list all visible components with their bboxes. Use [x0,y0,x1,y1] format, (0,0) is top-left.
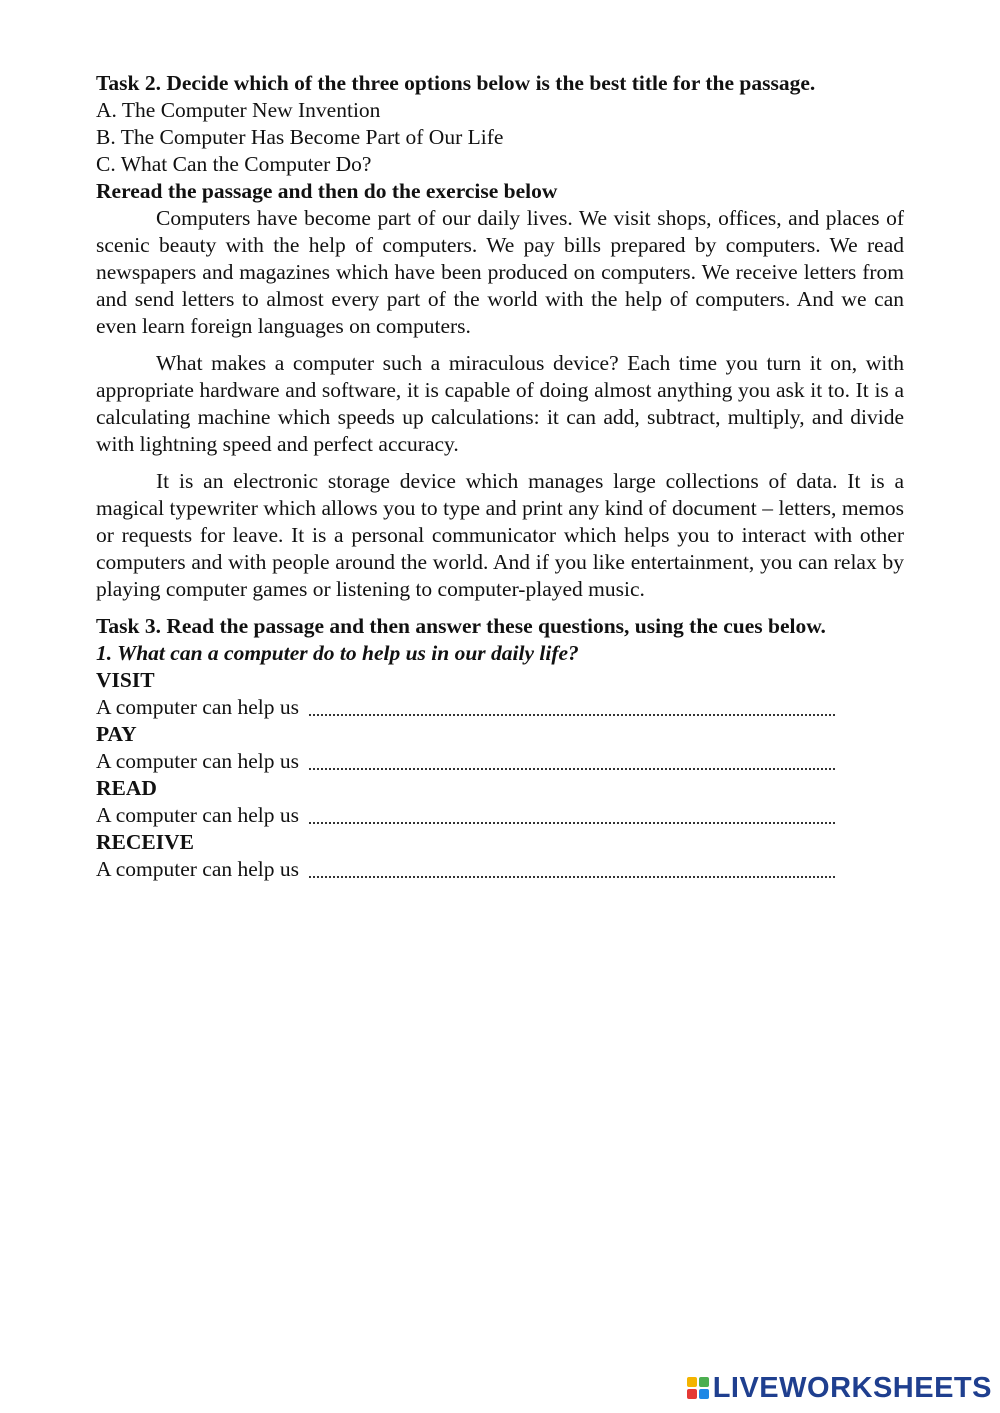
answer-input-pay[interactable] [309,744,835,770]
cue-receive: RECEIVE [96,830,194,854]
answer-row-visit [96,694,904,721]
worksheet-page [96,70,904,883]
cue-visit: VISIT [96,668,155,692]
task2-heading: Task 2. Decide which of the three options below is the best title for the passage. [96,71,816,95]
task3-question: 1. What can a computer do to help us in our daily life? [96,641,579,665]
answer-prompt: A computer can help us [96,749,300,773]
cue-pay: PAY [96,722,137,746]
answer-row-pay [96,748,904,775]
passage-paragraph-3: It is an electronic storage device which manages large collections of data. It is a magical typewriter which allows you to type and print any kind of document – letters, memos or requests for leave. It is a personal communicator which helps you to interact with other computers and with people around the world. And if you like entertainment, you can relax by playing computer games or listening to computer-played music. [96,469,904,601]
answer-input-visit[interactable] [309,690,835,716]
answer-prompt: A computer can help us [96,803,300,827]
passage-paragraph-1: Computers have become part of our daily lives. We visit shops, offices, and places of scenic beauty with the help of computers. We pay bills prepared by computers. We read newspapers and magazines which have been produced on computers. We receive letters from and send letters to almost every part of the world with the help of computers. And we can even learn foreign languages on computers. [96,206,904,338]
option-b: B. The Computer Has Become Part of Our Life [96,125,504,149]
liveworksheets-watermark [687,1371,992,1405]
liveworksheets-logo-icon [687,1377,709,1399]
answer-prompt: A computer can help us [96,695,300,719]
answer-input-receive[interactable] [309,852,835,878]
answer-row-receive [96,856,904,883]
answer-prompt: A computer can help us [96,857,300,881]
passage-paragraph-2: What makes a computer such a miraculous device? Each time you turn it on, with appropriate hardware and software, it is capable of doing almost anything you ask it to. It is a calculating machine which speeds up calculations: it can add, subtract, multiply, and divide with lightning speed and perfect accuracy. [96,351,904,456]
watermark-text: LIVEWORKSHEETS [712,1371,992,1404]
answer-input-read[interactable] [309,798,835,824]
reread-heading: Reread the passage and then do the exercise below [96,179,558,203]
cue-read: READ [96,776,157,800]
answer-row-read [96,802,904,829]
option-c: C. What Can the Computer Do? [96,152,372,176]
option-a: A. The Computer New Invention [96,98,381,122]
task3-heading: Task 3. Read the passage and then answer these questions, using the cues below. [96,614,826,638]
